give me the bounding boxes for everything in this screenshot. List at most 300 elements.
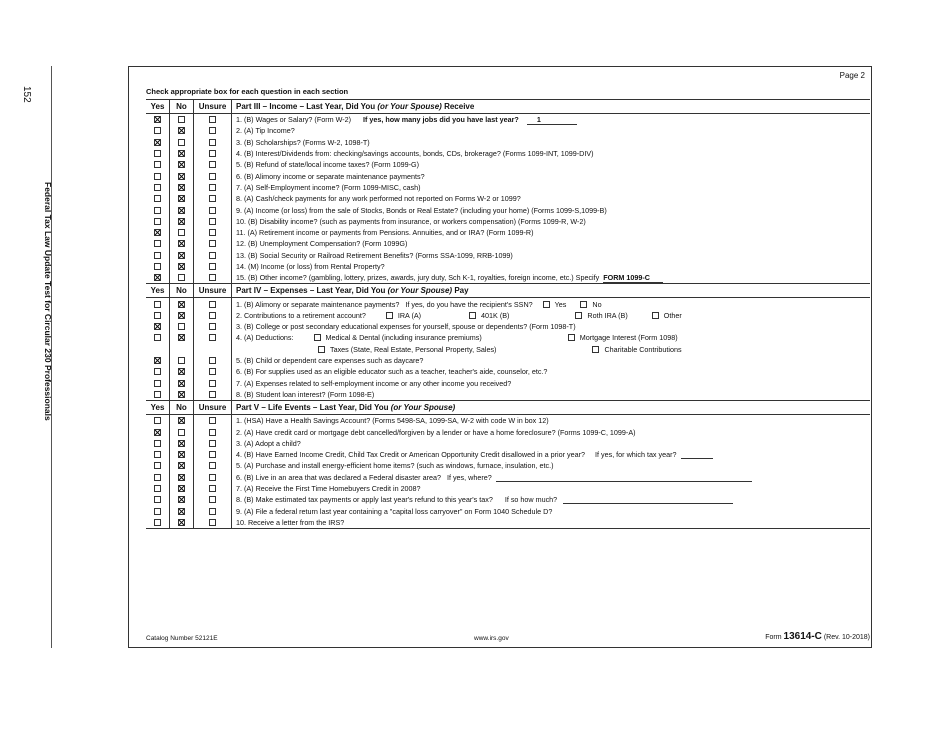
question-row	[146, 449, 870, 460]
question-text	[232, 206, 607, 215]
checkbox-unsure[interactable]	[209, 508, 216, 515]
question-text	[232, 172, 425, 181]
ssn-yes-checkbox[interactable]	[543, 301, 550, 308]
question-row	[146, 344, 870, 355]
checkbox-no[interactable]	[178, 440, 185, 447]
checkbox-unsure[interactable]	[209, 323, 216, 330]
checkbox-yes[interactable]	[154, 240, 161, 247]
col-yes: Yes	[146, 284, 170, 297]
checkbox-unsure[interactable]	[209, 116, 216, 123]
checkbox-yes[interactable]	[154, 173, 161, 180]
question-label: 5. (B) Child or dependent care expenses such as daycare?	[236, 356, 424, 366]
question-row	[146, 389, 870, 401]
part3-header	[146, 100, 870, 114]
checkbox-yes[interactable]	[154, 380, 161, 387]
checkbox-no[interactable]	[178, 229, 185, 236]
checkbox-unsure[interactable]	[209, 429, 216, 436]
cell-unsure	[194, 182, 232, 193]
cell-unsure	[194, 472, 232, 483]
checkbox-no[interactable]	[178, 184, 185, 191]
checkbox-no[interactable]	[178, 368, 185, 375]
checkbox-unsure[interactable]	[209, 184, 216, 191]
cell-no	[170, 170, 194, 181]
instruction: Check appropriate box for each question in each section	[146, 87, 349, 96]
cell-yes	[146, 298, 170, 309]
question-row	[146, 310, 870, 321]
question-row	[146, 426, 870, 437]
question-row	[146, 438, 870, 449]
cell-yes	[146, 426, 170, 437]
question-row	[146, 472, 870, 483]
question-label: 6. (B) Alimony income or separate maintenance payments?	[236, 171, 425, 181]
catalog-number: Catalog Number 52121E	[146, 635, 218, 642]
cell-unsure	[194, 517, 232, 528]
question-text	[232, 228, 533, 237]
cell-unsure	[194, 148, 232, 159]
cell-no	[170, 344, 194, 355]
footer	[146, 631, 870, 642]
question-label: 5. (A) Purchase and install energy-efficient home items? (such as windows, furnace, insulation, etc.)	[236, 461, 554, 471]
cell-no	[170, 250, 194, 261]
checkbox-no[interactable]	[178, 519, 185, 526]
cell-no	[170, 460, 194, 471]
question-row	[146, 148, 870, 159]
which-year-field[interactable]	[681, 450, 713, 459]
other-label: Other	[663, 310, 682, 320]
cell-no	[170, 321, 194, 332]
jobs-answer: 1	[527, 115, 577, 125]
charitable-checkbox[interactable]	[592, 346, 599, 353]
col-yes: Yes	[146, 100, 170, 113]
checkbox-unsure[interactable]	[209, 150, 216, 157]
checkbox-no[interactable]	[178, 474, 185, 481]
checkbox-yes[interactable]	[154, 161, 161, 168]
cell-unsure	[194, 261, 232, 272]
cell-unsure	[194, 193, 232, 204]
cell-yes	[146, 114, 170, 125]
cell-no	[170, 272, 194, 283]
checkbox-unsure[interactable]	[209, 334, 216, 341]
checkbox-yes[interactable]	[154, 496, 161, 503]
question-row	[146, 355, 870, 366]
cell-no	[170, 114, 194, 125]
question-label: 8. (B) Make estimated tax payments or apply last year's refund to this year's tax?	[236, 495, 493, 505]
cell-unsure	[194, 366, 232, 377]
side-title: Federal Tax Law Update Test for Circular 230 Professionals	[43, 182, 53, 421]
question-text	[232, 390, 374, 399]
title-text: Part V – Life Events – Last Year, Did You	[236, 403, 391, 413]
part4-title	[232, 286, 469, 295]
cell-yes	[146, 182, 170, 193]
checkbox-no[interactable]	[178, 417, 185, 424]
cell-no	[170, 310, 194, 321]
checkbox-unsure[interactable]	[209, 368, 216, 375]
cell-no	[170, 137, 194, 148]
cell-no	[170, 193, 194, 204]
cell-no	[170, 506, 194, 517]
question-row	[146, 238, 870, 249]
checkbox-yes[interactable]	[154, 417, 161, 424]
cell-yes	[146, 517, 170, 528]
cell-unsure	[194, 238, 232, 249]
checkbox-yes[interactable]	[154, 519, 161, 526]
checkbox-no[interactable]	[178, 357, 185, 364]
form-id: Form 13614-C (Rev. 10-2018)	[765, 631, 870, 642]
question-label: 1. (B) Alimony or separate maintenance payments?	[236, 299, 400, 309]
401k-label: 401K (B)	[481, 310, 510, 320]
cell-unsure	[194, 415, 232, 426]
checkbox-yes[interactable]	[154, 263, 161, 270]
checkbox-yes[interactable]	[154, 334, 161, 341]
question-label: 3. (B) Scholarships? (Forms W-2, 1098-T)	[236, 137, 370, 147]
question-text	[232, 251, 513, 260]
checkbox-yes[interactable]	[154, 195, 161, 202]
question-text	[232, 183, 421, 192]
question-row	[146, 415, 870, 426]
question-label: 2. (A) Have credit card or mortgage debt cancelled/forgiven by a lender or have a home foreclosure? (Forms 1099-C, 1099-A)	[236, 427, 636, 437]
question-row	[146, 460, 870, 471]
checkbox-unsure[interactable]	[209, 218, 216, 225]
question-label: 10. (B) Disability income? (such as payments from insurance, or workers compensation) (Forms 1099-R, W-2)	[236, 216, 586, 226]
401k-checkbox[interactable]	[469, 312, 476, 319]
cell-unsure	[194, 204, 232, 215]
form-table	[146, 99, 870, 529]
cell-no	[170, 298, 194, 309]
checkbox-yes[interactable]	[154, 474, 161, 481]
checkbox-yes[interactable]	[154, 451, 161, 458]
cell-yes	[146, 227, 170, 238]
cell-no	[170, 378, 194, 389]
cell-yes	[146, 449, 170, 460]
question-label: 7. (A) Expenses related to self-employment income or any other income you received?	[236, 378, 512, 388]
checkbox-yes[interactable]	[154, 485, 161, 492]
cell-no	[170, 159, 194, 170]
title-spouse: (or Your Spouse)	[387, 286, 453, 296]
question-row	[146, 321, 870, 332]
title-tail: Pay	[452, 286, 469, 296]
checkbox-no[interactable]	[178, 150, 185, 157]
question-label: 1. (B) Wages or Salary? (Form W-2)	[236, 115, 352, 125]
checkbox-no[interactable]	[178, 429, 185, 436]
question-text	[232, 484, 421, 493]
question-text	[232, 367, 547, 376]
checkbox-no[interactable]	[178, 252, 185, 259]
mortgage-checkbox[interactable]	[568, 334, 575, 341]
checkbox-yes[interactable]	[154, 252, 161, 259]
question-label: 15. (B) Other income? (gambling, lottery, prizes, awards, jury duty, Sch K-1, royalties, foreign income, etc.) Specify	[236, 273, 600, 283]
part5-header	[146, 401, 870, 415]
cell-yes	[146, 250, 170, 261]
checkbox-no[interactable]	[178, 173, 185, 180]
checkbox-yes[interactable]	[154, 150, 161, 157]
medical-label: Medical & Dental (including insurance premiums)	[325, 333, 482, 343]
question-text	[232, 439, 301, 448]
cell-yes	[146, 193, 170, 204]
question-row	[146, 125, 870, 136]
checkbox-no[interactable]	[178, 451, 185, 458]
question-label: 5. (B) Refund of state/local income taxes? (Form 1099-G)	[236, 160, 419, 170]
question-row	[146, 159, 870, 170]
medical-checkbox[interactable]	[314, 334, 321, 341]
ira-label: IRA (A)	[397, 310, 422, 320]
cell-yes	[146, 310, 170, 321]
part3-title	[232, 102, 474, 111]
question-text	[232, 428, 636, 437]
how-much-question: If so how much?	[504, 495, 558, 505]
col-no: No	[170, 401, 194, 414]
cell-no	[170, 227, 194, 238]
charitable-label: Charitable Contributions	[604, 344, 682, 354]
ira-checkbox[interactable]	[386, 312, 393, 319]
checkbox-unsure[interactable]	[209, 173, 216, 180]
checkbox-no[interactable]	[178, 508, 185, 515]
cell-unsure	[194, 460, 232, 471]
question-label: 10. Receive a letter from the IRS?	[236, 517, 345, 527]
question-label: 12. (B) Unemployment Compensation? (Form 1099G)	[236, 239, 408, 249]
checkbox-unsure[interactable]	[209, 301, 216, 308]
checkbox-no[interactable]	[178, 218, 185, 225]
cell-yes	[146, 378, 170, 389]
question-text	[232, 322, 576, 331]
question-label: 2. (A) Tip Income?	[236, 126, 295, 136]
part4-header	[146, 284, 870, 298]
question-label: 2. Contributions to a retirement account?	[236, 310, 366, 320]
question-row	[146, 483, 870, 494]
roth-label: Roth IRA (B)	[587, 310, 628, 320]
cell-unsure	[194, 449, 232, 460]
checkbox-unsure[interactable]	[209, 274, 216, 281]
checkbox-yes[interactable]	[154, 116, 161, 123]
checkbox-unsure[interactable]	[209, 485, 216, 492]
checkbox-yes[interactable]	[154, 184, 161, 191]
cell-yes	[146, 472, 170, 483]
cell-unsure	[194, 272, 232, 283]
jobs-question: If yes, how many jobs did you have last year?	[363, 115, 519, 125]
ssn-no-checkbox[interactable]	[580, 301, 587, 308]
checkbox-no[interactable]	[178, 240, 185, 247]
checkbox-no[interactable]	[178, 263, 185, 270]
cell-unsure	[194, 344, 232, 355]
col-no: No	[170, 100, 194, 113]
page-label: Page 2	[839, 71, 865, 80]
checkbox-yes[interactable]	[154, 207, 161, 214]
checkbox-unsure[interactable]	[209, 229, 216, 236]
col-yes: Yes	[146, 401, 170, 414]
roth-checkbox[interactable]	[575, 312, 582, 319]
cell-no	[170, 389, 194, 400]
cell-unsure	[194, 250, 232, 261]
cell-yes	[146, 148, 170, 159]
cell-yes	[146, 238, 170, 249]
question-row	[146, 506, 870, 517]
question-label: 6. (B) For supplies used as an eligible educator such as a teacher, teacher's aide, counselor, etc.?	[236, 367, 548, 377]
checkbox-no[interactable]	[178, 312, 185, 319]
checkbox-unsure[interactable]	[209, 207, 216, 214]
mortgage-label: Mortgage Interest (Form 1098)	[579, 333, 678, 343]
title-text: Part IV – Expenses – Last Year, Did You	[236, 286, 388, 296]
cell-unsure	[194, 227, 232, 238]
question-text	[232, 518, 344, 527]
cell-yes	[146, 506, 170, 517]
cell-no	[170, 261, 194, 272]
checkbox-no[interactable]	[178, 207, 185, 214]
cell-yes	[146, 355, 170, 366]
checkbox-yes[interactable]	[154, 391, 161, 398]
question-row	[146, 250, 870, 261]
cell-unsure	[194, 332, 232, 343]
cell-yes	[146, 216, 170, 227]
question-text	[232, 262, 385, 271]
other-specify: FORM 1099-C	[603, 273, 663, 283]
question-text	[232, 379, 511, 388]
checkbox-unsure[interactable]	[209, 357, 216, 364]
question-text	[232, 473, 752, 482]
checkbox-no[interactable]	[178, 195, 185, 202]
checkbox-yes[interactable]	[154, 301, 161, 308]
question-row	[146, 517, 870, 529]
checkbox-yes[interactable]	[154, 139, 161, 146]
checkbox-no[interactable]	[178, 496, 185, 503]
website: www.irs.gov	[474, 635, 509, 642]
question-row	[146, 272, 870, 284]
question-label: 7. (A) Receive the First Time Homebuyers Credit in 2008?	[236, 484, 421, 494]
col-unsure: Unsure	[194, 284, 232, 297]
checkbox-unsure[interactable]	[209, 440, 216, 447]
cell-unsure	[194, 298, 232, 309]
checkbox-no[interactable]	[178, 116, 185, 123]
checkbox-no[interactable]	[178, 334, 185, 341]
checkbox-no[interactable]	[178, 380, 185, 387]
question-text	[232, 239, 407, 248]
checkbox-yes[interactable]	[154, 462, 161, 469]
question-label: 11. (A) Retirement income or payments from Pensions. Annuities, and or IRA? (Form 1099-R)	[236, 228, 534, 238]
cell-yes	[146, 389, 170, 400]
checkbox-no[interactable]	[178, 161, 185, 168]
cell-unsure	[194, 389, 232, 400]
title-spouse: (or Your Spouse)	[390, 403, 456, 413]
other-checkbox[interactable]	[652, 312, 659, 319]
checkbox-unsure[interactable]	[209, 263, 216, 270]
question-row	[146, 137, 870, 148]
cell-unsure	[194, 426, 232, 437]
question-text	[232, 194, 521, 203]
question-label: 6. (B) Live in an area that was declared a Federal disaster area?	[236, 472, 441, 482]
cell-yes	[146, 272, 170, 283]
checkbox-unsure[interactable]	[209, 240, 216, 247]
checkbox-yes[interactable]	[154, 429, 161, 436]
checkbox-yes[interactable]	[154, 274, 161, 281]
checkbox-unsure[interactable]	[209, 127, 216, 134]
question-text	[232, 115, 577, 125]
question-label: 14. (M) Income (or loss) from Rental Property?	[236, 262, 385, 271]
question-text	[232, 345, 682, 354]
cell-no	[170, 238, 194, 249]
cell-yes	[146, 415, 170, 426]
cell-yes	[146, 494, 170, 505]
question-text	[232, 450, 713, 459]
checkbox-unsure[interactable]	[209, 195, 216, 202]
cell-yes	[146, 438, 170, 449]
checkbox-no[interactable]	[178, 391, 185, 398]
cell-no	[170, 426, 194, 437]
cell-no	[170, 415, 194, 426]
checkbox-yes[interactable]	[154, 323, 161, 330]
title-spouse: (or Your Spouse)	[377, 102, 442, 111]
taxes-checkbox[interactable]	[318, 346, 325, 353]
question-text	[232, 300, 602, 309]
checkbox-no[interactable]	[178, 301, 185, 308]
checkbox-unsure[interactable]	[209, 519, 216, 526]
part5-title	[232, 403, 455, 412]
checkbox-unsure[interactable]	[209, 474, 216, 481]
question-label: 4. (B) Interest/Dividends from: checking/savings accounts, bonds, CDs, brokerage? (Forms 1099-INT, 1099-DIV)	[236, 149, 594, 159]
question-text	[232, 160, 419, 169]
question-text	[232, 461, 553, 470]
cell-no	[170, 125, 194, 136]
question-label: 13. (B) Social Security or Railroad Retirement Benefits? (Forms SSA-1099, RRB-1099)	[236, 250, 513, 260]
checkbox-unsure[interactable]	[209, 139, 216, 146]
how-much-field[interactable]	[563, 495, 733, 504]
checkbox-no[interactable]	[178, 462, 185, 469]
question-row	[146, 193, 870, 204]
checkbox-yes[interactable]	[154, 127, 161, 134]
cell-unsure	[194, 321, 232, 332]
question-row	[146, 170, 870, 181]
cell-unsure	[194, 494, 232, 505]
cell-yes	[146, 170, 170, 181]
checkbox-yes[interactable]	[154, 229, 161, 236]
question-text	[232, 311, 682, 320]
question-text	[232, 333, 678, 342]
checkbox-unsure[interactable]	[209, 462, 216, 469]
cell-unsure	[194, 125, 232, 136]
checkbox-yes[interactable]	[154, 368, 161, 375]
checkbox-unsure[interactable]	[209, 496, 216, 503]
question-label: 4. (A) Deductions:	[236, 333, 294, 343]
checkbox-unsure[interactable]	[209, 417, 216, 424]
question-text	[232, 356, 423, 365]
checkbox-yes[interactable]	[154, 508, 161, 515]
cell-yes	[146, 261, 170, 272]
checkbox-no[interactable]	[178, 323, 185, 330]
cell-unsure	[194, 114, 232, 125]
checkbox-unsure[interactable]	[209, 380, 216, 387]
cell-no	[170, 438, 194, 449]
cell-no	[170, 216, 194, 227]
checkbox-unsure[interactable]	[209, 252, 216, 259]
ssn-no: No	[592, 299, 602, 309]
question-label: 3. (A) Adopt a child?	[236, 438, 301, 448]
checkbox-yes[interactable]	[154, 312, 161, 319]
checkbox-unsure[interactable]	[209, 161, 216, 168]
checkbox-unsure[interactable]	[209, 391, 216, 398]
question-row	[146, 378, 870, 389]
cell-no	[170, 332, 194, 343]
checkbox-no[interactable]	[178, 139, 185, 146]
checkbox-unsure[interactable]	[209, 312, 216, 319]
cell-yes	[146, 366, 170, 377]
checkbox-no[interactable]	[178, 127, 185, 134]
form-page	[128, 66, 872, 648]
checkbox-yes[interactable]	[154, 357, 161, 364]
checkbox-unsure[interactable]	[209, 451, 216, 458]
checkbox-no[interactable]	[178, 274, 185, 281]
checkbox-yes[interactable]	[154, 440, 161, 447]
checkbox-yes[interactable]	[154, 218, 161, 225]
where-field[interactable]	[496, 473, 752, 482]
title-text: Part III – Income – Last Year, Did You	[236, 102, 378, 111]
checkbox-no[interactable]	[178, 485, 185, 492]
